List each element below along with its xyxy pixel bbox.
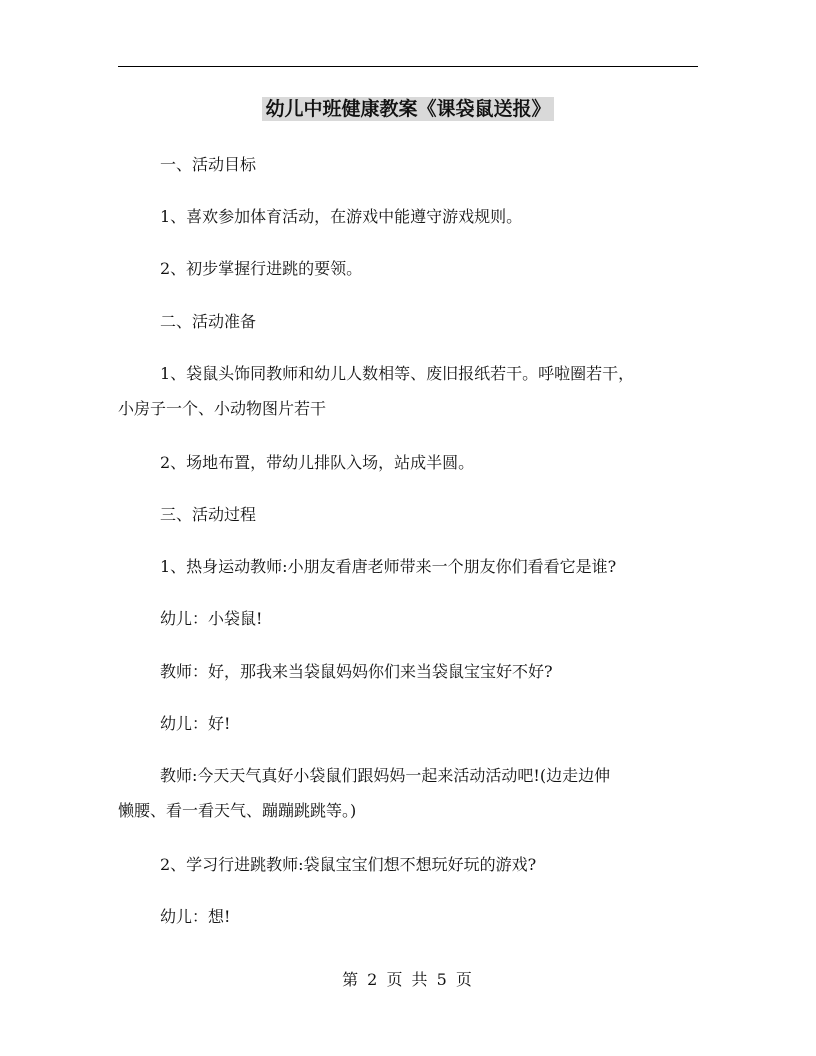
document-title-text: 幼儿中班健康教案《课袋鼠送报》 [262,97,553,121]
paragraph: 1、喜欢参加体育活动，在游戏中能遵守游戏规则。 [160,207,523,226]
paragraph: 2、学习行进跳教师:袋鼠宝宝们想不想玩好玩的游戏? [160,855,537,874]
page-number-footer: 第 2 页 共 5 页 [342,970,474,989]
paragraph-continuation: 小房子一个、小动物图片若干 [118,399,327,418]
paragraph: 2、初步掌握行进跳的要领。 [160,259,363,278]
paragraph: 2、场地布置，带幼儿排队入场，站成半圆。 [160,453,475,472]
paragraph-continuation: 懒腰、看一看天气、蹦蹦跳跳等。) [118,801,357,820]
dialogue-line: 教师:今天天气真好小袋鼠们跟妈妈一起来活动活动吧!(边走边伸 [160,766,611,785]
dialogue-line: 教师：好，那我来当袋鼠妈妈你们来当袋鼠宝宝好不好? [160,662,553,681]
paragraph: 1、袋鼠头饰同教师和幼儿人数相等、废旧报纸若干。呼啦圈若干， [160,364,635,383]
dialogue-line: 幼儿：好! [160,714,231,733]
dialogue-line: 幼儿：小袋鼠! [160,609,263,628]
document-title [0,95,816,123]
header-rule [118,66,698,67]
dialogue-line: 幼儿：想! [160,907,231,926]
paragraph: 1、热身运动教师:小朋友看唐老师带来一个朋友你们看看它是谁? [160,557,617,576]
section-heading-goals: 一、活动目标 [160,155,257,174]
section-heading-preparation: 二、活动准备 [160,312,257,331]
section-heading-process: 三、活动过程 [160,505,257,524]
